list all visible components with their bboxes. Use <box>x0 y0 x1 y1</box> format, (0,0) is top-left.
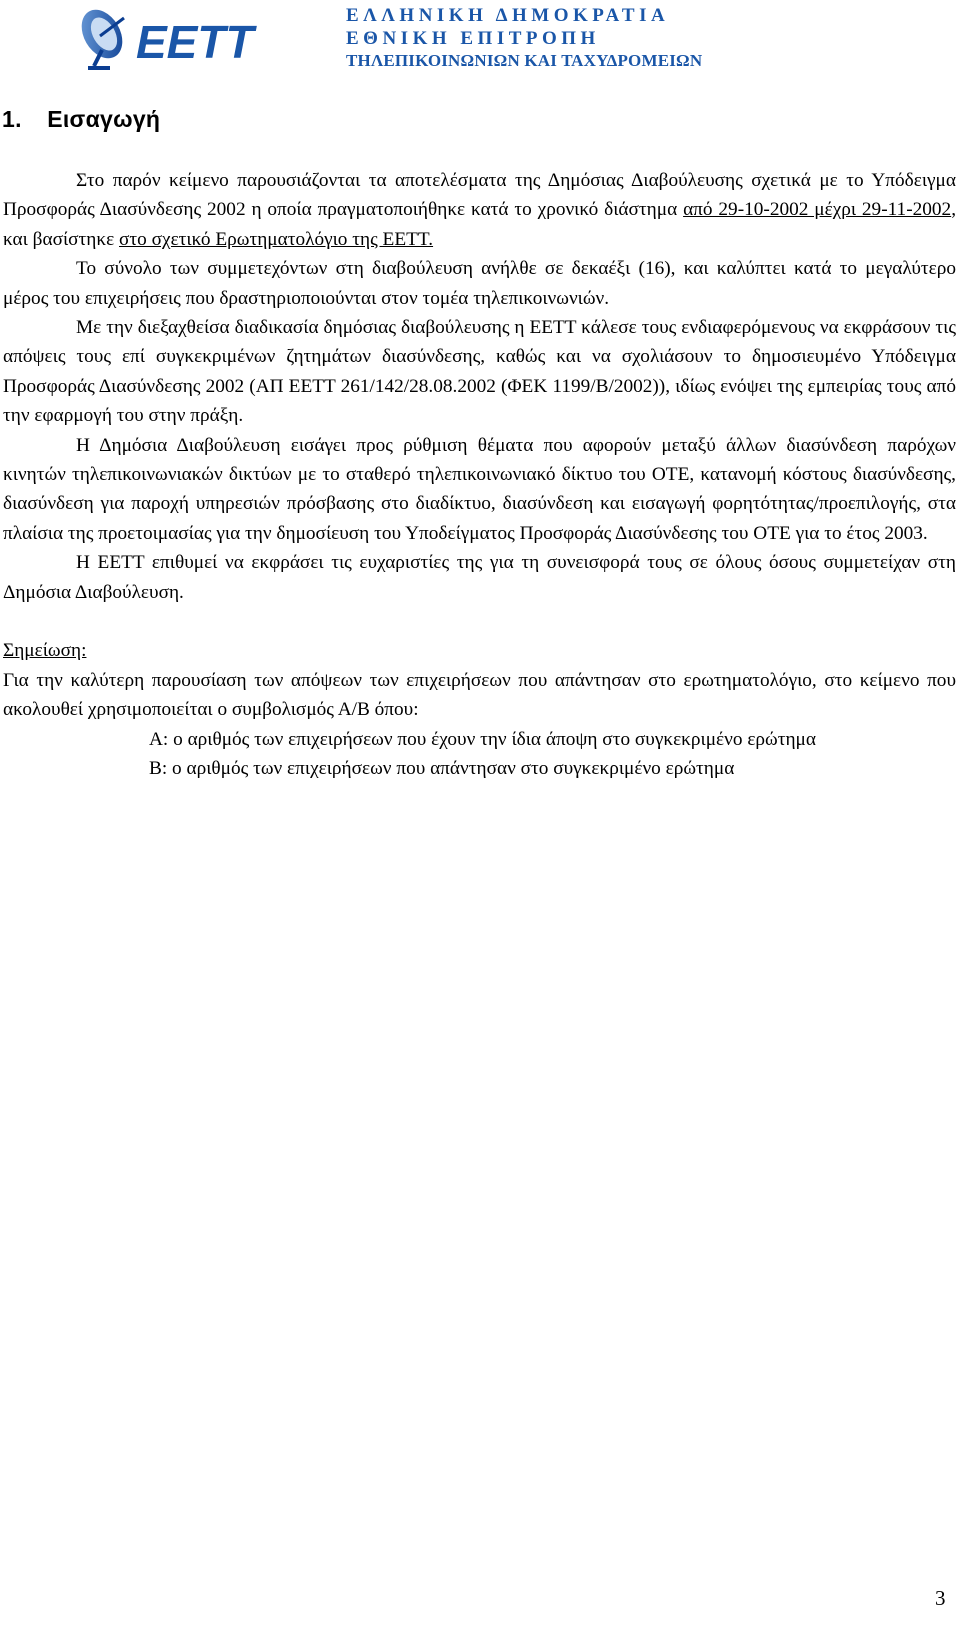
section-title-text: Εισαγωγή <box>47 106 161 132</box>
satellite-dish-logo-icon <box>80 0 260 75</box>
paragraph-1 <box>3 166 956 254</box>
document-body <box>3 166 956 784</box>
header-line-3: ΤΗΛΕΠΙΚΟΙΝΩΝΙΩΝ ΚΑΙ ΤΑΧΥΔΡΟΜΕΙΩΝ <box>346 51 703 70</box>
header-line-1: ΕΛΛΗΝΙΚΗ ΔΗΜΟΚΡΑΤΙΑ <box>346 5 670 26</box>
paragraph-3: Με την διεξαχθείσα διαδικασία δημόσιας διαβούλευσης η ΕΕΤΤ κάλεσε τους ενδιαφερόμενους να εκφράσουν τις απόψεις τους επί συγκεκριμένων ζητημάτων διασύνδεσης, καθώς και να σχολιάσουν το δημοσιευμένο Υπόδειγμα Προσφοράς Διασύνδεσης 2002 (ΑΠ ΕΕΤΤ 261/142/28.08.2002 (ΦΕΚ 1199/Β/2002)), ιδίως ενόψει της εμπειρίας τους από την εφαρμογή του στην πράξη. <box>3 317 956 427</box>
note-heading-text: Σημείωση: <box>3 640 87 662</box>
paragraph-1-text-a: Στο παρόν κείμενο παρουσιάζονται τα αποτελέσματα της Δημόσιας Διαβούλευσης σχετικά με το Υπόδειγμα Προσφοράς Διασύνδεσης 2002 η οποία πραγματοποιήθηκε κατά το χρονικό διάστημα <box>3 170 956 221</box>
questionnaire-reference: στο σχετικό Ερωτηματολόγιο της ΕΕΤΤ. <box>119 228 434 250</box>
paragraph-4: Η Δημόσια Διαβούλευση εισάγει προς ρύθμιση θέματα που αφορούν μεταξύ άλλων διασύνδεση παρόχων κινητών τηλεπικοινωνιακών δικτύων με το σταθερό τηλεπικοινωνιακό δίκτυο του ΟΤΕ, κατανομή κόστους διασύνδεσης, διασύνδεση για παροχή υπηρεσιών πρόσβασης στο διαδίκτυο, διασύνδεση και εισαγωγή φορητότητας/προεπιλογής, στα πλαίσια της προετοιμασίας για την δημοσίευση του Υποδείγματος Προσφοράς Διασύνδεσης του ΟΤΕ για το έτος 2003. <box>3 434 956 544</box>
paragraph-5: Η ΕΕΤΤ επιθυμεί να εκφράσει τις ευχαριστίες της για τη συνεισφορά τους σε όλους όσους συμμετείχαν στη Δημόσια Διαβούλευση. <box>3 552 956 603</box>
section-title <box>2 106 160 133</box>
page-number: 3 <box>935 1586 946 1610</box>
organization-header <box>346 4 846 72</box>
paragraph-1-text-c: , και βασίστηκε <box>3 199 957 250</box>
paragraph-2: Το σύνολο των συμμετεχόντων στη διαβούλευση ανήλθε σε δεκαέξι (16), και καλύπτει κατά το μεγαλύτερο μέρος του επιχειρήσεις που δραστηριοποιούνται στον τομέα τηλεπικοινωνιών. <box>3 258 956 309</box>
logo-text: EETT <box>136 16 254 68</box>
definition-a: Α: ο αριθμός των επιχειρήσεων που έχουν την ίδια άποψη στο συγκεκριμένο ερώτημα <box>149 728 817 750</box>
eett-logo <box>80 0 260 75</box>
section-number: 1. <box>2 106 22 132</box>
definition-b: Β: ο αριθμός των επιχειρήσεων που απάντησαν στο συγκεκριμένο ερώτημα <box>149 758 735 780</box>
note-text: Για την καλύτερη παρουσίαση των απόψεων των επιχειρήσεων που απάντησαν στο ερωτηματολόγιο, στο κείμενο που ακολουθεί χρησιμοποιείται ο συμβολισμός Α/Β όπου: <box>3 669 956 721</box>
header-line-2: ΕΘΝΙΚΗ ΕΠΙΤΡΟΠΗ <box>346 28 600 49</box>
note-heading <box>3 636 956 665</box>
consultation-period: από 29-10-2002 μέχρι 29-11-2002 <box>683 199 952 221</box>
